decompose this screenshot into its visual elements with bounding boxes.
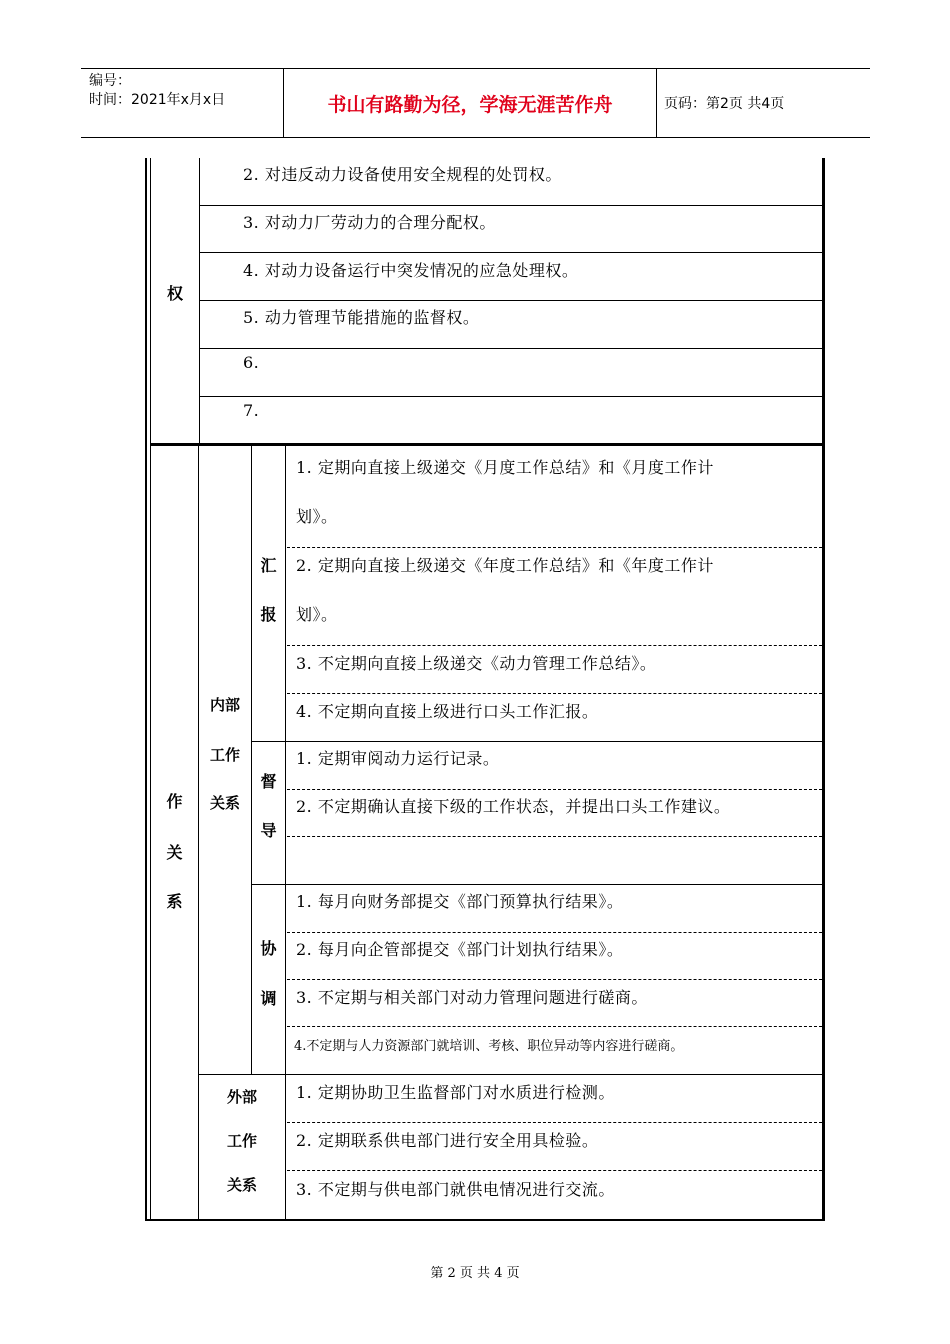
row-line bbox=[199, 300, 822, 301]
coordinate-item: 4.不定期与人力资源部门就培训、考核、职位异动等内容进行磋商。 bbox=[294, 1039, 684, 1054]
rights-item: 3. 对动力厂劳动力的合理分配权。 bbox=[243, 213, 496, 232]
time-label: 时间：2021年x月x日 bbox=[89, 92, 226, 108]
internal-label-line: 关系 bbox=[209, 794, 240, 812]
rights-item: 5. 动力管理节能措施的监督权。 bbox=[243, 308, 480, 327]
page-header bbox=[81, 68, 870, 138]
external-item: 3. 不定期与供电部门就供电情况进行交流。 bbox=[296, 1180, 615, 1199]
table-border-right bbox=[822, 158, 825, 1221]
dashed-divider bbox=[287, 1026, 822, 1027]
row-line bbox=[199, 396, 822, 397]
supervise-item: 1. 定期审阅动力运行记录。 bbox=[296, 749, 500, 768]
supervise-item: 2. 不定期确认直接下级的工作状态，并提出口头工作建议。 bbox=[296, 797, 731, 816]
dashed-divider bbox=[287, 836, 822, 837]
external-item: 1. 定期协助卫生监督部门对水质进行检测。 bbox=[296, 1083, 615, 1102]
row-line bbox=[199, 252, 822, 253]
wr-col-line-2 bbox=[251, 446, 252, 1074]
supervise-label-char: 督 bbox=[260, 772, 277, 791]
report-item-line: 2. 定期向直接上级递交《年度工作总结》和《年度工作计 bbox=[296, 556, 714, 575]
dashed-divider bbox=[287, 932, 822, 933]
rights-item: 4. 对动力设备运行中突发情况的应急处理权。 bbox=[243, 261, 579, 280]
coordinate-label-char: 协 bbox=[260, 939, 277, 958]
report-item-line: 4. 不定期向直接上级进行口头工作汇报。 bbox=[296, 702, 599, 721]
external-label-line: 工作 bbox=[226, 1132, 257, 1150]
report-item-line: 1. 定期向直接上级递交《月度工作总结》和《月度工作计 bbox=[296, 458, 714, 477]
supervise-coordinate-line bbox=[251, 884, 823, 885]
rights-label: 权 bbox=[166, 284, 183, 303]
report-label-char: 报 bbox=[260, 605, 277, 624]
header-page-label: 页码：第2页 共4页 bbox=[664, 96, 785, 112]
rights-item: 7. bbox=[243, 401, 260, 420]
external-label-line: 外部 bbox=[226, 1088, 257, 1106]
report-item-line: 划》。 bbox=[296, 507, 338, 526]
coordinate-label-char: 调 bbox=[260, 989, 277, 1008]
report-item-line: 划》。 bbox=[296, 605, 338, 624]
table-border-left-inner bbox=[150, 158, 151, 1221]
report-supervise-line bbox=[251, 741, 823, 742]
coordinate-item: 1. 每月向财务部提交《部门预算执行结果》。 bbox=[296, 892, 624, 911]
wr-col-line-3 bbox=[285, 446, 286, 1220]
dashed-divider bbox=[287, 1170, 822, 1171]
internal-label-line: 工作 bbox=[209, 746, 240, 764]
coordinate-item: 2. 每月向企管部提交《部门计划执行结果》。 bbox=[296, 940, 624, 959]
rights-item: 6. bbox=[243, 353, 260, 372]
header-motto: 书山有路勤为径，学海无涯苦作舟 bbox=[283, 69, 657, 137]
number-label: 编号： bbox=[89, 73, 131, 89]
internal-external-line bbox=[198, 1074, 823, 1075]
row-line bbox=[199, 205, 822, 206]
dashed-divider bbox=[287, 979, 822, 980]
rights-col-line bbox=[199, 158, 200, 444]
table-border-left-outer bbox=[145, 158, 147, 1221]
header-meta bbox=[81, 69, 283, 137]
supervise-label-char: 导 bbox=[260, 821, 277, 840]
page-footer: 第 2 页 共 4 页 bbox=[430, 1266, 520, 1281]
coordinate-item: 3. 不定期与相关部门对动力管理问题进行磋商。 bbox=[296, 988, 648, 1007]
table-border-bottom bbox=[145, 1219, 825, 1221]
work-relations-label-char: 作 bbox=[166, 792, 183, 811]
dashed-divider bbox=[287, 693, 822, 694]
row-line bbox=[199, 348, 822, 349]
work-relations-label-char: 关 bbox=[166, 843, 183, 862]
external-item: 2. 定期联系供电部门进行安全用具检验。 bbox=[296, 1131, 599, 1150]
dashed-divider bbox=[287, 789, 822, 790]
dashed-divider bbox=[287, 645, 822, 646]
rights-item: 2. 对违反动力设备使用安全规程的处罚权。 bbox=[243, 165, 562, 184]
dashed-divider bbox=[287, 547, 822, 548]
report-item-line: 3. 不定期向直接上级递交《动力管理工作总结》。 bbox=[296, 654, 657, 673]
dashed-divider bbox=[287, 1122, 822, 1123]
report-label-char: 汇 bbox=[260, 556, 277, 575]
work-relations-label-char: 系 bbox=[166, 892, 183, 911]
external-label-line: 关系 bbox=[226, 1176, 257, 1194]
internal-label-line: 内部 bbox=[209, 696, 240, 714]
